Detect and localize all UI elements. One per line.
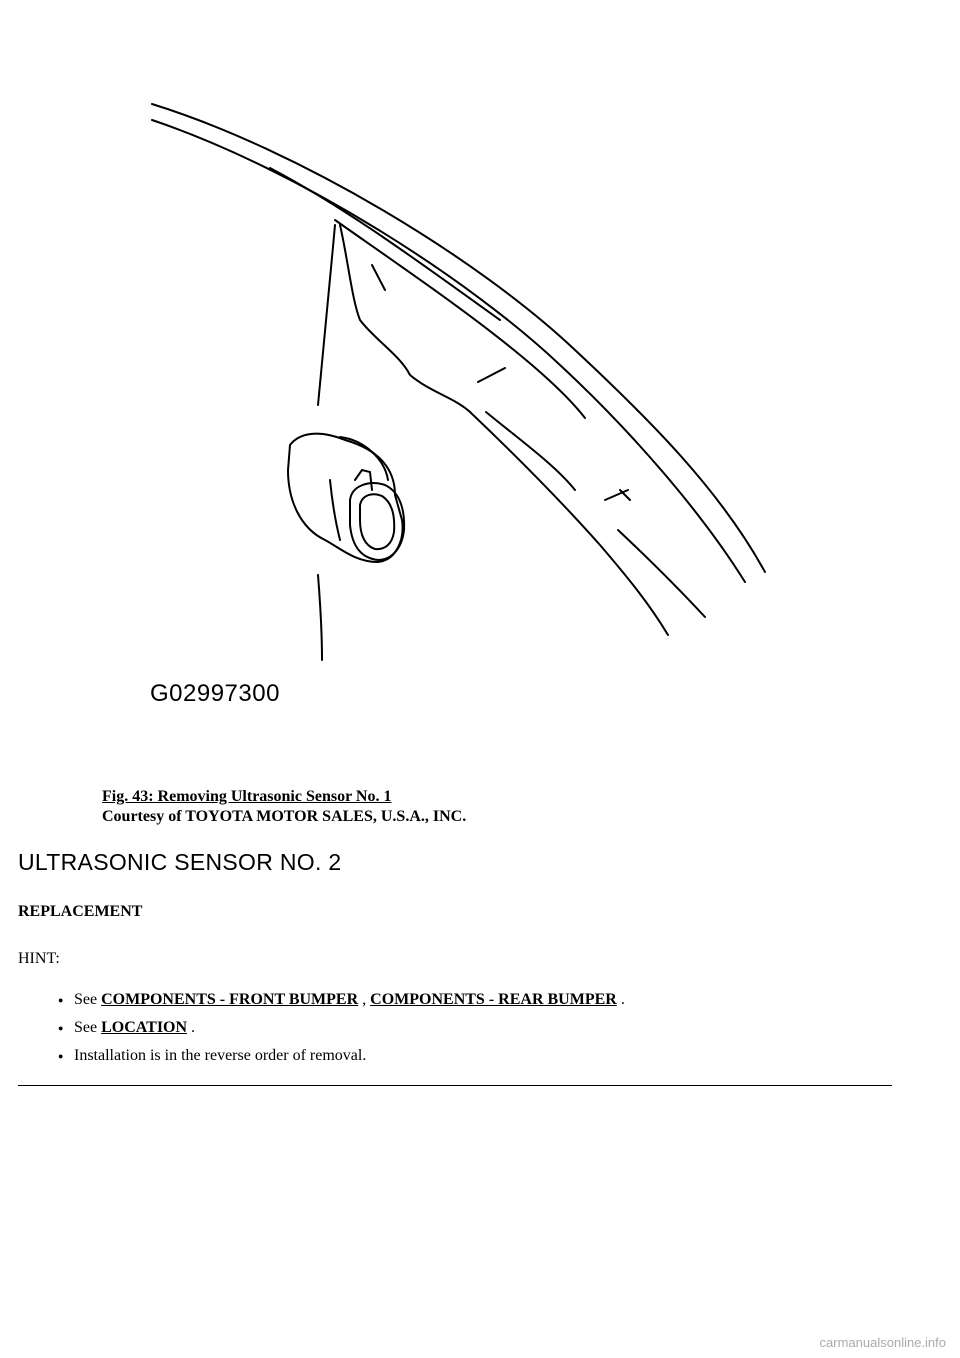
link-components-front-bumper[interactable]: COMPONENTS - FRONT BUMPER bbox=[101, 991, 359, 1008]
hatch-3 bbox=[486, 412, 575, 490]
link-location[interactable]: LOCATION bbox=[101, 1019, 188, 1036]
bumper-lower bbox=[318, 575, 322, 660]
list-item bbox=[58, 1046, 625, 1074]
bumper-line-2 bbox=[152, 120, 745, 582]
list-item-separator: , bbox=[362, 991, 367, 1008]
section-subheading: REPLACEMENT bbox=[18, 903, 143, 920]
list-item-end: . bbox=[191, 1019, 196, 1036]
link-components-rear-bumper[interactable]: COMPONENTS - REAR BUMPER bbox=[370, 991, 617, 1008]
section-title: ULTRASONIC SENSOR NO. 2 bbox=[18, 849, 342, 875]
list-item bbox=[58, 990, 625, 1018]
sensor-face-inner bbox=[360, 494, 394, 549]
list-item-prefix: See bbox=[74, 991, 98, 1008]
hint-label: HINT: bbox=[18, 950, 60, 967]
footer-watermark: carmanualsonline.info bbox=[819, 1335, 946, 1350]
bumper-inner bbox=[340, 225, 668, 635]
sensor-removal-illustration bbox=[100, 90, 820, 710]
horizontal-divider bbox=[18, 1085, 892, 1086]
figure-caption-courtesy: Courtesy of TOYOTA MOTOR SALES, U.S.A., INC. bbox=[102, 808, 467, 825]
hatch-1 bbox=[372, 265, 385, 290]
figure-caption-title[interactable]: Fig. 43: Removing Ultrasonic Sensor No. 1 bbox=[102, 788, 392, 805]
list-item-prefix: See bbox=[74, 1019, 98, 1036]
figure-code: G02997300 bbox=[150, 680, 280, 707]
hint-list bbox=[58, 990, 625, 1074]
bumper-lip bbox=[318, 225, 335, 405]
figure-caption bbox=[102, 787, 466, 827]
bumper-line-outer bbox=[152, 104, 765, 572]
list-item-end: . bbox=[620, 991, 625, 1008]
sensor-tab bbox=[330, 480, 340, 540]
bumper-line-4 bbox=[335, 220, 585, 418]
hatch-2 bbox=[478, 368, 505, 382]
hatch-6 bbox=[618, 530, 705, 617]
list-item-text: Installation is in the reverse order of removal. bbox=[74, 1047, 367, 1064]
bumper-line-3 bbox=[270, 168, 500, 320]
list-item bbox=[58, 1018, 625, 1046]
